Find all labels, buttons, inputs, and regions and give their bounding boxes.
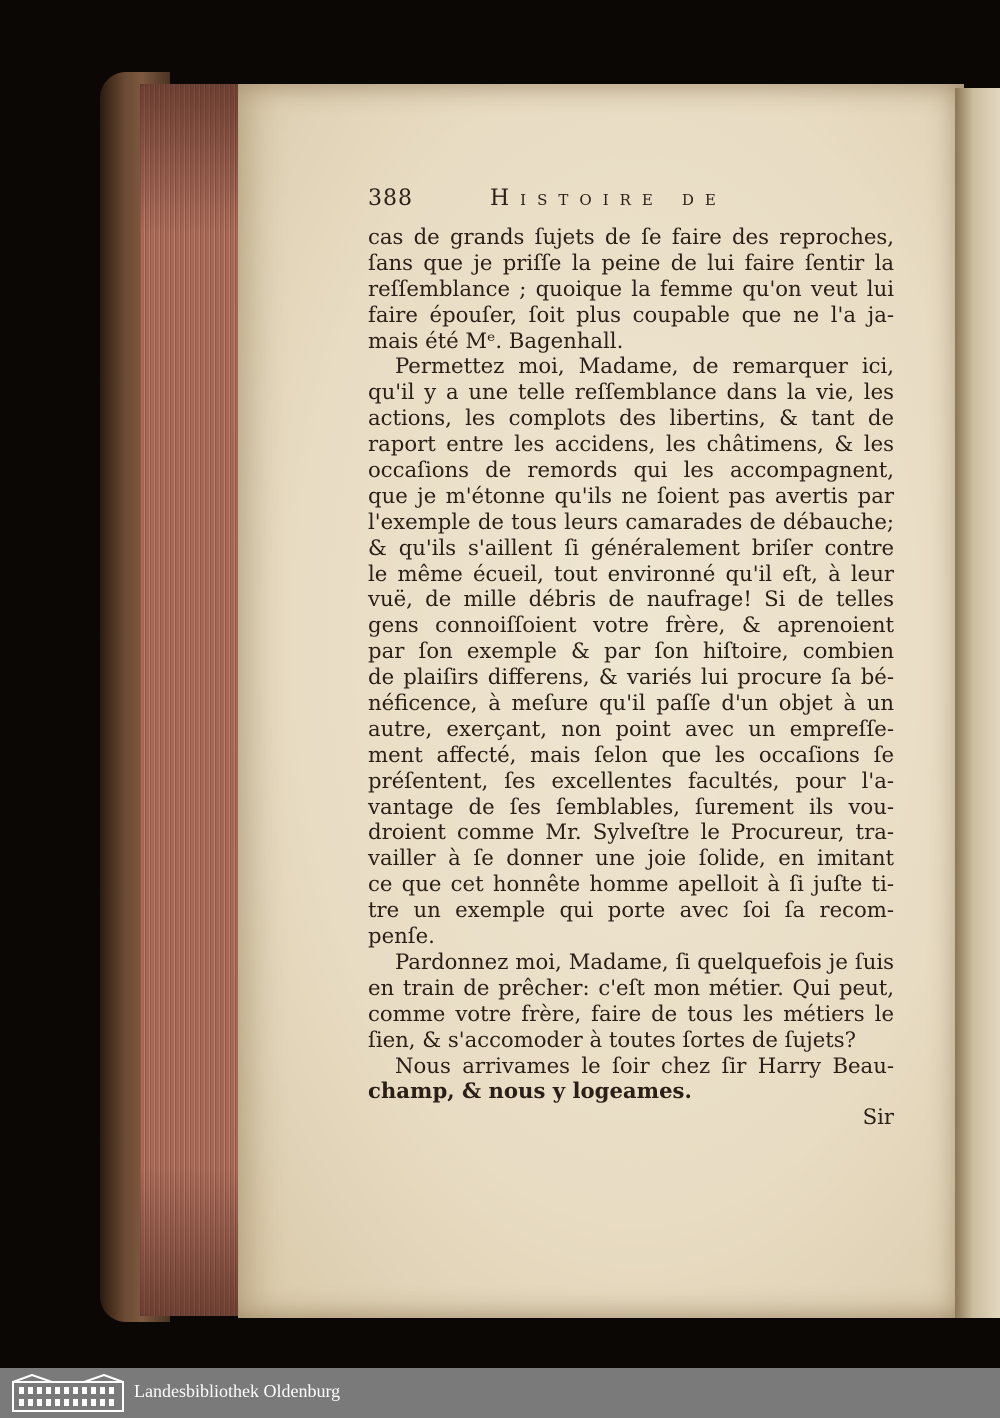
text-line: reſſemblance ; quoique la femme qu'on veut lui	[368, 275, 894, 301]
text-line: actions, les complots des libertins, & tant de	[368, 405, 894, 431]
facing-page-gutter	[955, 88, 1000, 1318]
text-line: ment affecté, mais ſelon que les occaſions ſe	[368, 741, 894, 767]
text-line: autre, exerçant, non point avec un empreſſe-	[368, 715, 894, 741]
text-line: raport entre les accidens, les châtimens, & les	[368, 431, 894, 457]
text-line: penſe.	[368, 923, 435, 949]
running-head	[368, 186, 888, 216]
text-line: néficence, à meſure qu'il paſſe d'un objet à un	[368, 690, 894, 716]
text-line: vailler à ſe donner une joie ſolide, en imitant	[368, 845, 894, 871]
text-line: ſans que je priſſe la peine de lui faire ſentir la	[368, 249, 894, 275]
text-line: mais été Mᵉ. Bagenhall.	[368, 327, 624, 353]
text-line: vuë, de mille débris de naufrage! Si de telles	[368, 586, 894, 612]
library-name: Landesbibliothek Oldenburg	[134, 1381, 341, 1401]
text-line: ce que cet honnête homme apelloit à ſi juſte ti-	[368, 871, 894, 897]
text-line: Sir	[862, 1104, 894, 1130]
text-line: de plaiſirs differens, & variés lui procure ſa bé-	[368, 664, 894, 690]
text-line: Nous arrivames le ſoir chez ſir Harry Beau-	[395, 1052, 894, 1078]
text-line: en train de prêcher: c'eſt mon métier. Qui peut,	[368, 974, 894, 1000]
text-line: vantage de ſes ſemblables, ſurement ils vou-	[368, 793, 894, 819]
text-line: ſien, & s'accomoder à toutes ſortes de ſujets?	[368, 1026, 857, 1052]
footer-bar	[0, 1368, 1000, 1418]
text-line: Pardonnez moi, Madame, ſi quelquefois je ſuis	[395, 948, 894, 974]
text-line: droient comme Mr. Sylveſtre le Procureur, tra-	[368, 819, 894, 845]
text-line: le même écueil, tout environné qu'il eſt, à leur	[368, 560, 894, 586]
text-line: tre un exemple qui porte avec ſoi ſa recom-	[368, 897, 894, 923]
text-line: occaſions de remords qui les accompagnent,	[368, 457, 894, 483]
running-title: Histoire de	[490, 186, 727, 211]
text-line: par ſon exemple & par ſon hiſtoire, combien	[368, 638, 894, 664]
text-line: comme votre frère, faire de tous les métiers le	[368, 1000, 894, 1026]
page-number: 388	[368, 186, 413, 211]
text-line: faire épouſer, ſoit plus coupable que ne l'a ja-	[368, 301, 894, 327]
text-line: cas de grands ſujets de ſe faire des reproches,	[368, 224, 894, 249]
text-line: & qu'ils s'aillent ſi généralement briſer contre	[368, 534, 894, 560]
text-line: préſentent, ſes excellentes facultés, pour l'a-	[368, 767, 894, 793]
page-edges	[140, 84, 245, 1316]
text-line: gens connoiſſoient votre frère, & aprenoient	[368, 612, 894, 638]
text-line: champ, & nous y logeames.	[368, 1078, 692, 1104]
text-line: que je m'étonne qu'ils ne ſoient pas avertis par	[368, 482, 894, 508]
body-text	[368, 224, 894, 1130]
text-line: l'exemple de tous leurs camarades de débauche;	[368, 508, 894, 534]
text-line: Permettez moi, Madame, de remarquer ici,	[395, 353, 894, 379]
library-building-logo-icon	[12, 1374, 124, 1412]
text-line: qu'il y a une telle reſſemblance dans la vie, les	[368, 379, 894, 405]
